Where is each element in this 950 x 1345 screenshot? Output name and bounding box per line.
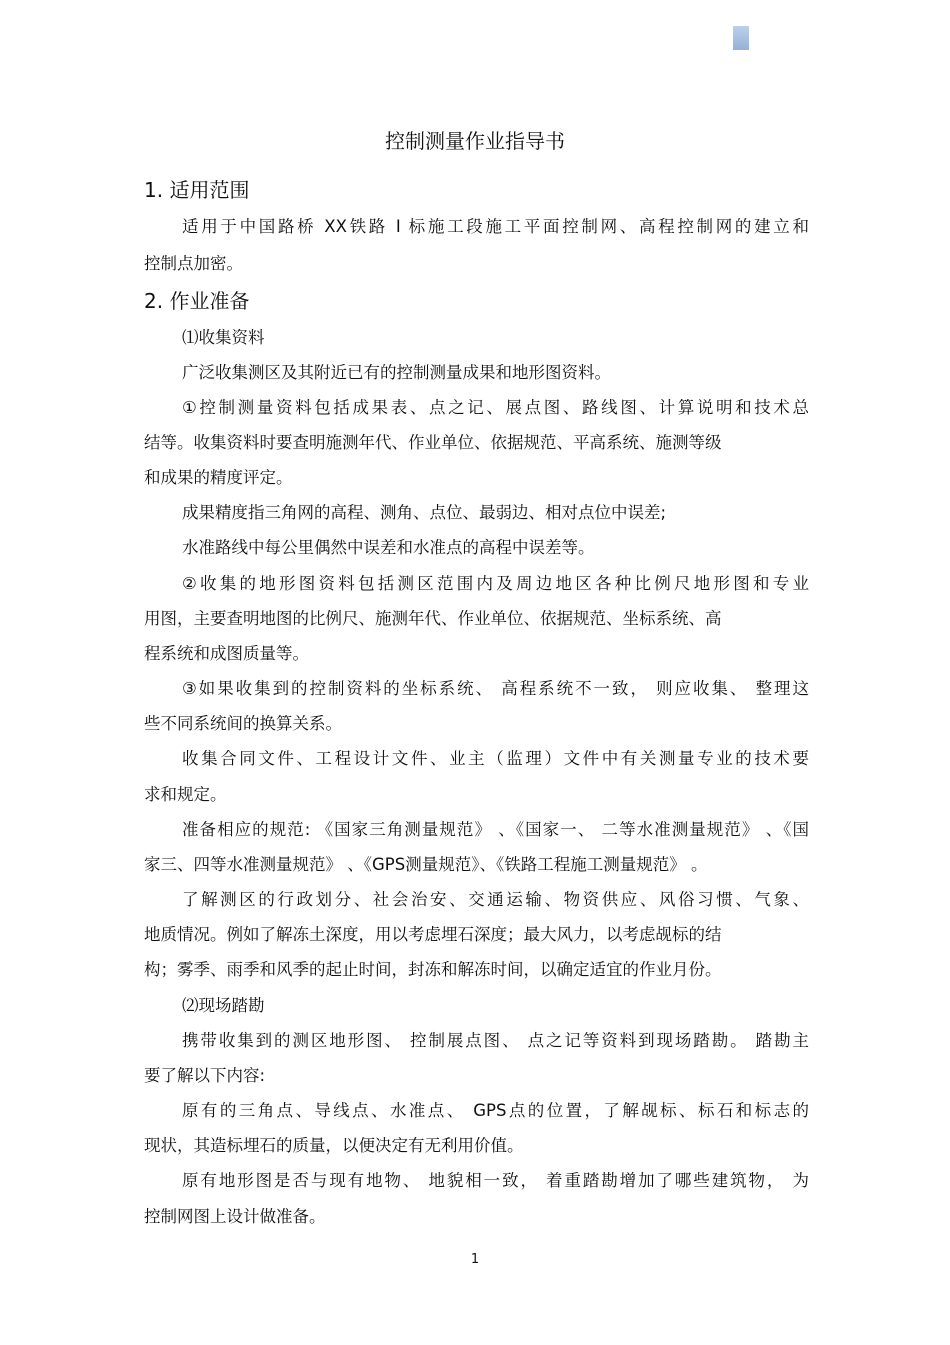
paragraph-line: ①控制测量资料包括成果表、点之记、展点图、路线图、计算说明和技术总 <box>182 398 809 417</box>
paragraph-line: 原有的三角点、导线点、水准点、 GPS点的位置，了解觇标、标石和标志的 <box>182 1101 809 1120</box>
paragraph-line: 家三、四等水准测量规范》 、《GPS测量规范》、《铁路工程施工测量规范》 。 <box>144 855 708 874</box>
paragraph-line: 现状，其造标埋石的质量，以便决定有无利用价值。 <box>144 1136 524 1155</box>
paragraph-line: 用图，主要查明地图的比例尺、施测年代、作业单位、依据规范、坐标系统、高 <box>144 609 722 628</box>
paragraph-line: 广泛收集测区及其附近已有的控制测量成果和地形图资料。 <box>182 363 611 382</box>
paragraph-line: 适用于中国路桥 XX铁路 I 标施工段施工平面控制网、高程控制网的建立和 <box>182 217 809 236</box>
paragraph-line: 原有地形图是否与现有地物、 地貌相一致， 着重踏勘增加了哪些建筑物， 为 <box>182 1171 809 1190</box>
paragraph-line: 控制点加密。 <box>144 254 243 273</box>
paragraph-line: 构；雾季、雨季和风季的起止时间，封冻和解冻时间，以确定适宜的作业月份。 <box>144 960 722 979</box>
paragraph-line: 要了解以下内容: <box>144 1066 266 1085</box>
paragraph-line: 地质情况。例如了解冻土深度，用以考虑埋石深度；最大风力，以考虑觇标的结 <box>144 925 722 944</box>
paragraph-line: ③如果收集到的控制资料的坐标系统、 高程系统不一致， 则应收集、 整理这 <box>182 679 809 698</box>
document-title: 控制测量作业指导书 <box>385 129 565 153</box>
paragraph-line: ②收集的地形图资料包括测区范围内及周边地区各种比例尺地形图和专业 <box>182 574 809 593</box>
paragraph-line: 准备相应的规范: 《国家三角测量规范》 、《国家一、 二等水准测量规范》 、《国 <box>182 820 809 839</box>
section-heading-preparation: 2. 作业准备 <box>144 289 250 313</box>
corner-tab-mark <box>733 26 749 50</box>
subsection-heading-site-survey: ⑵现场踏勘 <box>182 996 265 1015</box>
paragraph-line: 求和规定。 <box>144 785 227 804</box>
paragraph-line: 携带收集到的测区地形图、 控制展点图、 点之记等资料到现场踏勘。 踏勘主 <box>182 1031 809 1050</box>
paragraph-line: 结等。收集资料时要查明施测年代、作业单位、依据规范、平高系统、施测等级 <box>144 433 722 452</box>
paragraph-line: 些不同系统间的换算关系。 <box>144 714 342 733</box>
paragraph-line: 程系统和成图质量等。 <box>144 644 309 663</box>
page-number: 1 <box>470 1252 480 1267</box>
paragraph-line: 了解测区的行政划分、社会治安、交通运输、物资供应、风俗习惯、气象、 <box>182 890 809 909</box>
subsection-heading-collect: ⑴收集资料 <box>182 328 265 347</box>
section-heading-scope: 1. 适用范围 <box>144 178 250 202</box>
paragraph-line: 控制网图上设计做准备。 <box>144 1207 326 1226</box>
paragraph-line: 水准路线中每公里偶然中误差和水准点的高程中误差等。 <box>182 538 595 557</box>
paragraph-line: 和成果的精度评定。 <box>144 468 293 487</box>
paragraph-line: 成果精度指三角网的高程、测角、点位、最弱边、相对点位中误差; <box>182 503 667 522</box>
paragraph-line: 收集合同文件、工程设计文件、业主（监理）文件中有关测量专业的技术要 <box>182 749 809 768</box>
